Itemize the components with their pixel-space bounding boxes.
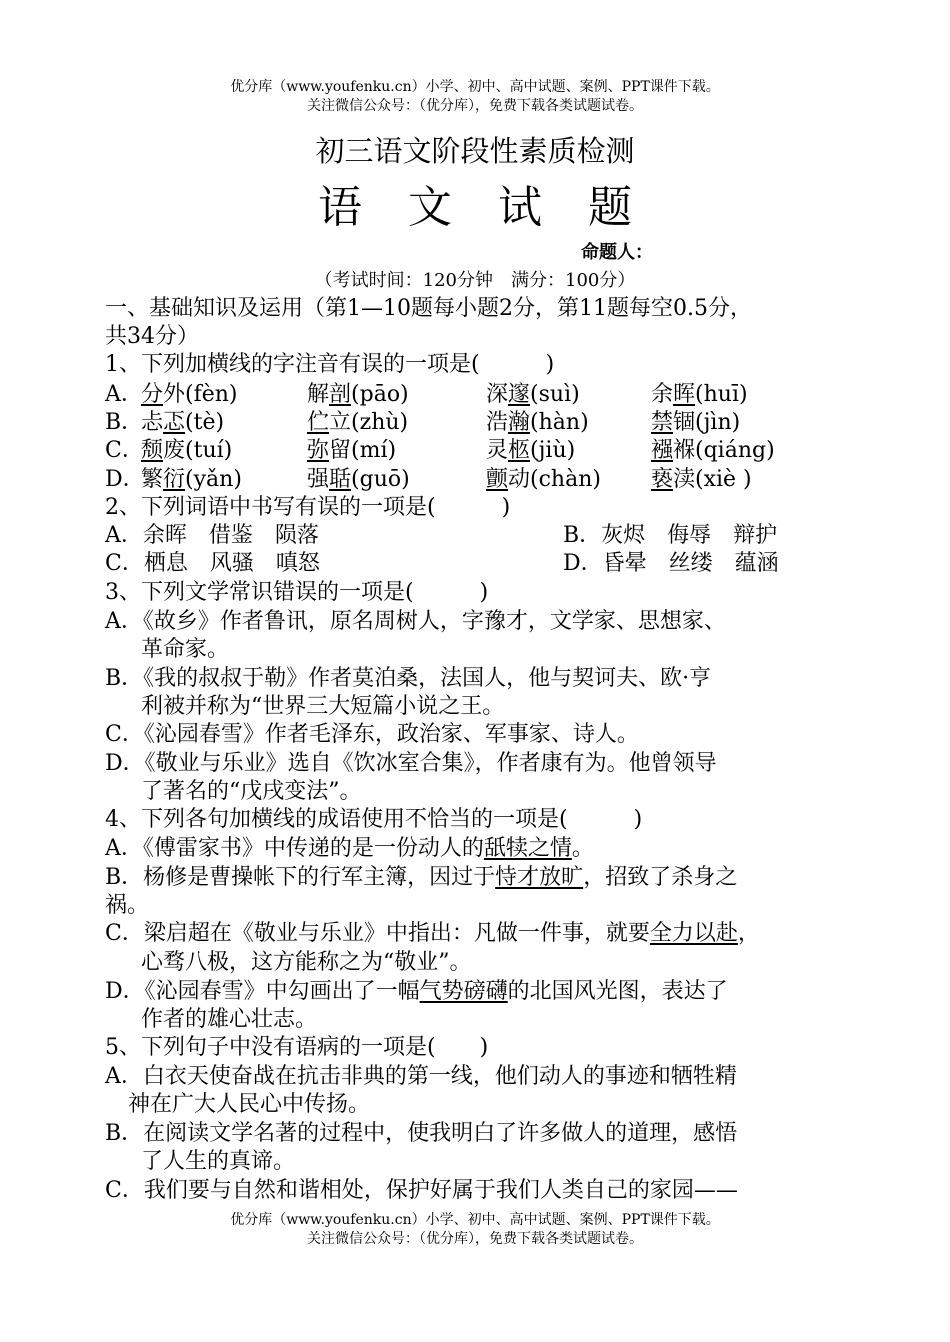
q4-option-b: B．杨修是曹操帐下的行军主簿，因过于恃才放旷，招致了杀身之 (105, 865, 738, 890)
q4-option-b-cont: 祸。 (105, 893, 150, 918)
watermark-bottom-line2: 关注微信公众号：（优分库），免费下载各类试题试卷。 (307, 1231, 643, 1247)
q3-option-a-cont: 革命家。 (141, 637, 230, 662)
q5-option-a: A．白衣天使奋战在抗击非典的第一线，他们动人的事迹和牺牲精 (105, 1064, 737, 1089)
watermark-top-line2: 关注微信公众号：（优分库），免费下载各类试题试卷。 (307, 98, 643, 114)
q2-stem: 2、下列词语中书写有误的一项是( ) (105, 495, 511, 520)
q1-d-label: D． (105, 467, 145, 492)
q4-option-d-cont: 作者的雄心壮志。 (141, 1007, 318, 1032)
q3-option-b: B．《我的叔叔于勒》作者莫泊桑，法国人，他与契诃夫、欧·亨 (105, 666, 712, 691)
q1-c-item4: 襁褓(qiáng) (651, 438, 775, 463)
q2-option-c: C．栖息 风骚 嗔怒 (105, 551, 320, 576)
q5-option-a-cont: 神在广大人民心中传扬。 (128, 1092, 371, 1117)
q1-b-label: B． (105, 410, 144, 435)
q5-option-c: C．我们要与自然和谐相处，保护好属于我们人类自己的家园—— (105, 1178, 738, 1203)
author-label: 命题人： (581, 242, 653, 263)
watermark-bottom-line1: 优分库（www.youfenku.cn）小学、初中、高中试题、案例、PPT课件下载。 (230, 1212, 720, 1228)
q1-c-label: C． (105, 438, 144, 463)
q3-option-a: A．《故乡》作者鲁讯，原名周树人，字豫才，文学家、思想家、 (105, 609, 726, 634)
q1-b-item3: 浩瀚(hàn) (486, 410, 589, 435)
q2-option-b: B．灰烬 侮辱 辩护 (563, 523, 778, 548)
q4-option-a: A．《傅雷家书》中传递的是一份动人的舐犊之情。 (105, 836, 594, 861)
q4-option-c: C．梁启超在《敬业与乐业》中指出：凡做一件事，就要全力以赴， (105, 921, 760, 946)
q1-stem: 1、下列加横线的字注音有误的一项是( ) (105, 352, 555, 377)
q3-option-d: D．《敬业与乐业》选自《饮冰室合集》，作者康有为。他曾领导 (105, 751, 717, 776)
q1-a-item1: 分外(fèn) (141, 382, 238, 407)
q3-stem: 3、下列文学常识错误的一项是( ) (105, 580, 489, 605)
q4-stem: 4、下列各句加横线的成语使用不恰当的一项是( ) (105, 807, 643, 832)
q1-c-item3: 灵柩(jiù) (486, 438, 576, 463)
section1-heading-line1: 一、基础知识及运用（第1—10题每小题2分，第11题每空0.5分， (105, 296, 752, 321)
exam-subtitle: 初三语文阶段性素质检测 (315, 134, 635, 168)
section1-heading-line2: 共34分） (105, 324, 199, 349)
q1-d-item2: 强聒(guō) (307, 467, 410, 492)
q1-d-item3: 颤动(chàn) (486, 467, 601, 492)
q4-option-c-cont: 心骛八极，这方能称之为“敬业”。 (141, 950, 472, 975)
q1-b-item4: 禁锢(jìn) (651, 410, 741, 435)
q1-b-item1: 忐忑(tè) (141, 410, 225, 435)
watermark-top-line1: 优分库（www.youfenku.cn）小学、初中、高中试题、案例、PPT课件下载。 (230, 79, 720, 95)
q1-a-item2: 解剖(pāo) (307, 382, 409, 407)
q4-option-d: D．《沁园春雪》中勾画出了一幅气势磅礴的北国风光图，表达了 (105, 979, 728, 1004)
q1-c-item2: 弥留(mí) (307, 438, 397, 463)
q1-b-item2: 伫立(zhù) (307, 410, 409, 435)
q1-d-item1: 繁衍(yǎn) (141, 467, 242, 492)
q2-option-d: D．昏晕 丝缕 蕴涵 (563, 551, 779, 576)
q1-a-item4: 余晖(huī) (651, 382, 748, 407)
q1-c-item1: 颓废(tuí) (141, 438, 233, 463)
exam-info: （考试时间：120分钟 满分：100分） (314, 270, 636, 291)
q5-option-b: B．在阅读文学名著的过程中，使我明白了许多做人的道理，感悟 (105, 1121, 738, 1146)
q5-option-b-cont: 了人生的真谛。 (141, 1149, 296, 1174)
q3-option-b-cont: 利被并称为“世界三大短篇小说之王。 (141, 694, 505, 719)
q1-d-item4: 亵渎(xiè ) (651, 467, 752, 492)
q1-a-item3: 深邃(suì) (486, 382, 580, 407)
exam-title: 语文试题 (318, 182, 678, 233)
q2-option-a: A．余晖 借鉴 陨落 (105, 523, 319, 548)
q3-option-d-cont: 了著名的“戊戌变法”。 (141, 779, 362, 804)
q5-stem: 5、下列句子中没有语病的一项是( ) (105, 1035, 489, 1060)
q3-option-c: C．《沁园春雪》作者毛泽东，政治家、军事家、诗人。 (105, 722, 639, 747)
q1-a-label: A． (105, 382, 143, 407)
